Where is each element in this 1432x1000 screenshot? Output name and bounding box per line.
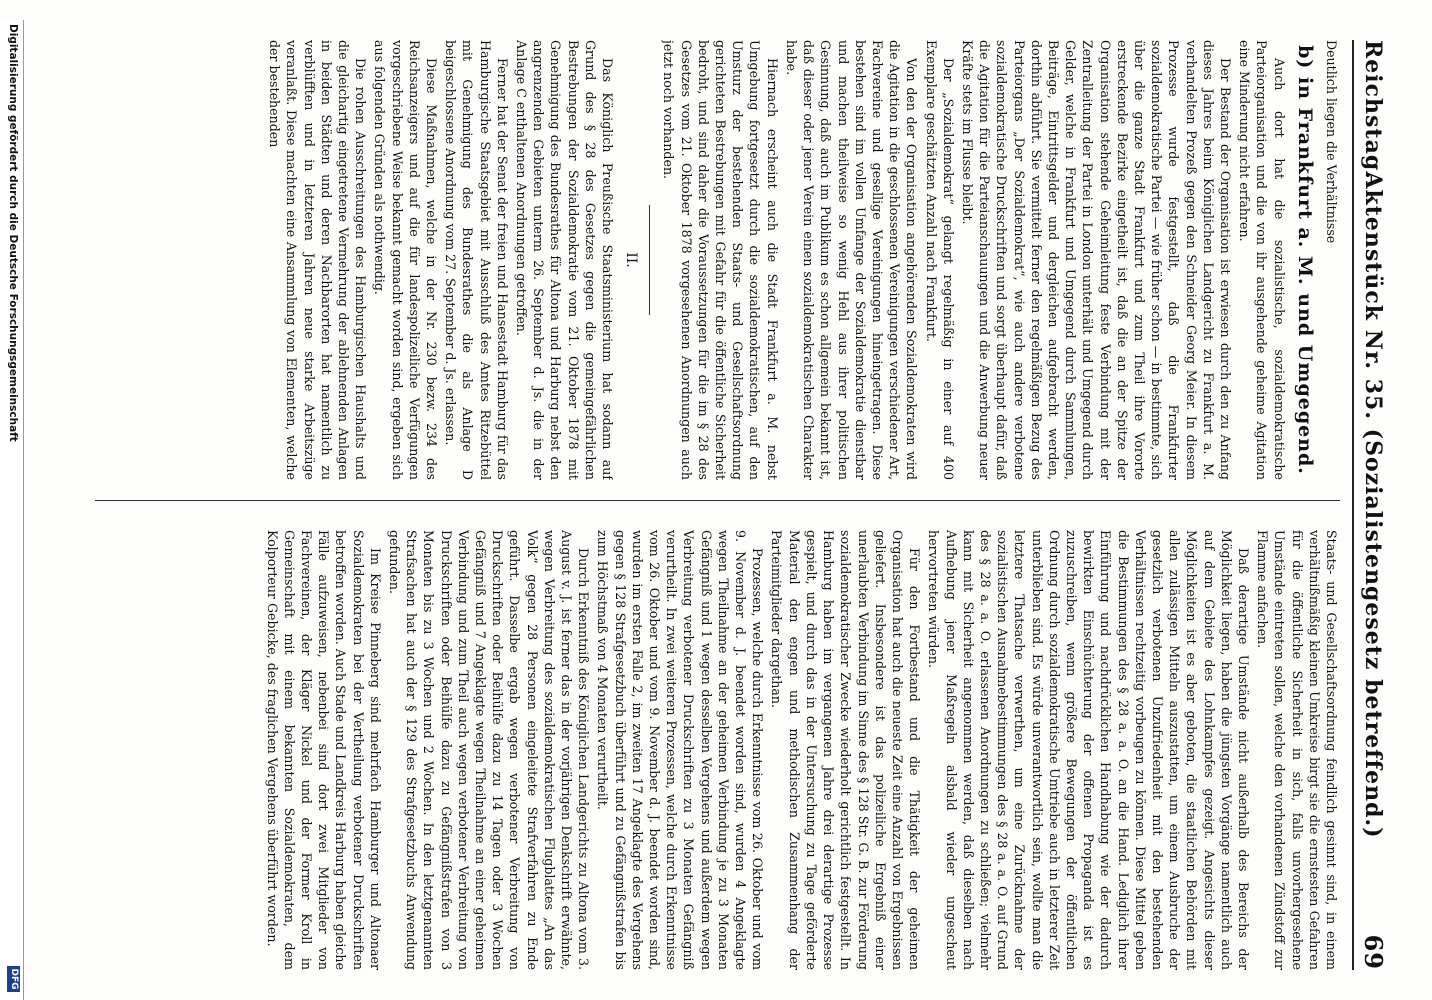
- text-column-right: [90, 530, 1340, 970]
- column-divider: [95, 500, 1340, 501]
- paragraph: Ferner hat der Senat der freien und Hansestadt Hamburg für das Hamburgische Staatsgebiet mit Ausschluß des Amtes Ritzebüttel mit Genehmigung des Bundesrathes die als Anlage D beigeschlossene Anordnung vom 27. September d. Js. erlassen.: [443, 40, 510, 480]
- paragraph: Der „Sozialdemokrat“ gelangt regelmäßig in einer auf 400 Exemplare geschätzten Anzahl nach Frankfurt.: [923, 40, 956, 480]
- header-left: Reichstag.: [1360, 40, 1386, 180]
- digitization-footer: [1, 20, 24, 1000]
- section-heading: b) in Frankfurt a. M. und Umgegend.: [1293, 45, 1316, 475]
- paragraph: Auch dort hat die sozialistische, sozialdemokratische Parteiorganisation und die von ihr ausgehende geheime Agitation eine Minderung nicht erfahren.: [1237, 40, 1287, 480]
- paragraph: Für den Fortbestand und die Thätigkeit der geheimen Organisation hat auch die neueste Zeit eine Anzahl von Ergebnissen geliefert. Insbesondere ist das polizeiliche Ergebniß einer unerlaubten Verbindung im Sinne des § 128 Str. G. B. zur Förderung sozialdemokratischer Zwecke wiederholt gerichtlich festgestellt. In Hamburg haben im vergangenen Jahre drei derartige Prozesse gespielt, und durch das in der Untersuchung zu Tage geförderte Material den engen und methodischen Zusammenhang der Parteimitglieder dargethan.: [769, 530, 923, 970]
- page-header: [1352, 40, 1392, 970]
- paragraph: Der Bestand der Organisation ist erwiesen durch den zu Anfang dieses Jahres beim Königlichen Landgericht zu Frankfurt a. M. verhandelten Prozeß gegen den Schneider Georg Meier. In diesem Prozesse wurde festgestellt, daß die Frankfurter sozialdemokratische Partei — wie früher schon — in bestimmte, sich über die ganze Stadt Frankfurt und zum Theil ihre Vororte erstreckende Bezirke eingetheilt ist, daß die an der Spitze der Organisation stehende Geheimleitung feste Verbindung mit der Zentralleitung der Partei in London unterhält und Umgegend durch Gelder, welche in Frankfurt und Umgegend durch Sammlungen, Beiträge, Eintrittsgelder und dergleichen aufgebracht werden, dorthin abführt. Sie vermittelt ferner den regelmäßigen Bezug des Parteiorgans „Der Sozialdemokrat“, wie auch andere verbotene sozialdemokratische Druckschriften und sorgt überhaupt dafür, daß die Agitation für die Parteianschauungen und die Anwerbung neuer Kräfte stets im Flusse bleibt.: [959, 40, 1233, 480]
- text-column-left: [90, 40, 1340, 480]
- paragraph: Von den der Organisation angehörenden Sozialdemokraten wird die Agitation in die geschlossenen Vereinigungen verschiedener Art, Fachvereine und gesellige Vereinigungen hineingetragen. Diese bestehen sind im vollen Umfange der Sozialdemokratie dienstbar und machen theilweise so wenig Hehl aus ihrer politischen Gesinnung, daß auch im Publikum es schon allgemein bekannt ist, daß dieser oder jener Verein einen sozialdemokratischen Charakter habe.: [783, 40, 920, 480]
- paragraph: Durch Erkenntniß des Königlichen Landgerichts zu Altona vom 3. August v. J. ist ferner das in der vorjährigen Denkschrift erwähnte, wegen Verbreitung des sozialdemokratischen Flugblattes „An das Volk“ gegen 28 Personen eingeleitete Strafverfahren zu Ende geführt. Dasselbe ergab wegen verbotener Verbreitung von Druckschriften oder Beihülfe dazu zu 14 Tagen oder 3 Wochen Gefängniß und 7 Angeklagte wegen Theilnahme an einer geheimen Verbindung und zum Theil auch wegen verbotener Verbreitung von Druckschriften oder Beihülfe dazu zu Gefängnißstrafen von 3 Monaten bis zu 3 Wochen und 2 Wochen. In den letztgenannten Strafsachen hat auch der § 129 des Strafgesetzbuchs Anwendung gefunden.: [387, 530, 592, 970]
- paragraph: Im Kreise Pinneberg sind mehrfach Hamburger und Altonaer Sozialdemokraten bei der Vertheilung verbotener Druckschriften betroffen worden. Auch Stade und Landkreis Harburg haben gleiche Fälle aufzuweisen, nebenbei sind dort zwei Mitglieder von Fachvereinen, der Kläger Nickel und der Former Kroll in Gemeinschaft mit einem bekannten Sozialdemokraten, dem Kolporteur Gebicke, des fraglichen Vergehens überführt worden.: [264, 530, 383, 970]
- funding-note: Digitalisierung gefördert durch die Deutsche Forschungsgemeinschaft: [7, 24, 19, 442]
- paragraph: Staats- und Gesellschaftsordnung feindlich gesinnt sind, in einem verhältnißmäßig kleinen Umkreise birgt sie die ernstesten Gefahren für die öffentliche Sicherheit in sich, falls unvorhergesehene Umstände eintreten sollen, welche den vorhandenen Zündstoff zur Flamme anfachen.: [1255, 530, 1339, 970]
- header-qualifier: (Sozialistengesetz betreffend.): [1360, 428, 1386, 839]
- paragraph: Hiernach erscheint auch die Stadt Frankfurt a. M. nebst Umgebung fortgesetzt durch die sozialdemokratischen, auf den Umsturz der bestehenden Staats- und Gesellschaftsordnung gerichteten Bestrebungen mit Gefahr für die öffentliche Sicherheit bedroht, und sind daher die Voraussetzungen für die im § 28 des Gesetzes vom 21. Oktober 1878 vorgesehenen Anordnungen auch jetzt noch vorhanden.: [661, 40, 780, 480]
- paragraph: Prozessen, welche durch Erkenntnisse vom 26. Oktober und vom 9. November d. J. beendet worden sind, wurden 4 Angeklagte wegen Theilnahme an der geheimen Verbindung je zu 3 Monaten Gefängniß und 1 wegen desselben Vergehens und außerdem wegen Verbreitung verbotener Druckschriften zu 3 Monaten Gefängniß verurtheilt. In zwei weiteren Prozessen, welche durch Erkenntnisse vom 26. Oktober und vom 9. November d. J. beendet worden sind, wurden im ersten Falle 2, im zweiten 17 Angeklagte des Vergehens gegen § 128 Strafgesetzbuch überführt und zu Gefängnißstrafen bis zum Höchstmaß von 4 Monaten verurtheilt.: [595, 530, 766, 970]
- header-document-number: Aktenstück Nr. 35.: [1360, 171, 1386, 420]
- section-number: II.: [623, 252, 640, 268]
- page-number: 69: [1359, 934, 1388, 970]
- section-divider: [649, 205, 650, 315]
- header-center: [1360, 40, 1386, 970]
- paragraph: Deutlich liegen die Verhältnisse: [1324, 40, 1339, 244]
- paragraph: Diese Maßnahmen, welche in der Nr. 230 bezw. 234 des Reichsanzeigers und auf die für landespolizeiliche Verfügungen vorgeschriebene Weise bekannt gemacht worden sind, ergeben sich aus folgenden Gründen als nothwendig.: [372, 40, 440, 480]
- paragraph: Daß derartige Umstände nicht außerhalb des Bereichs der Möglichkeit liegen, haben die jüngsten Vorgänge namentlich auch auf dem Gebiete des Lohnkampfes gezeigt. Angesichts dieser Möglichkeiten ist es aber geboten, die staatlichen Behörden mit allen zulässigen Mitteln auszustatten, um einem Ausbruche der gesetzlich verbotenen Unzufriedenheit mit den bestehenden Verhältnissen rechtzeitig vorbeugen zu können. Diese Mittel geben die Bestimmungen des § 28 a. a. O. an die Hand. Lediglich ihrer Einführung und nachdrücklichen Handhabung wie der dadurch bewirkten Einschüchterung der offenen Propaganda ist es zuzuschreiben, wenn größere Bewegungen der öffentlichen Ordnung durch sozialdemokratische Umtriebe auch in letzterer Zeit unterblieben sind. Es würde unverantwortlich sein, wollte man die letztere Thatsache verwerthen, um eine Zurücknahme der sozialistischen Ausnahmebestimmungen des § 28 a. a. O. auf Grund des § 28 a. a. O. erlassenen Anordnungen zu schließen; vielmehr kann mit Sicherheit angenommen werden, daß dieselben nach Aufhebung jener Maßregeln alsbald wieder ungescheut hervortreten würden.: [926, 530, 1251, 970]
- dfg-logo: DFG: [7, 966, 20, 992]
- paragraph: Die rohen Ausschreitungen des Hamburgischen Haushalts und die gleichartig eingetretene Vermehrung der ablehnenden Anlagen in beiden Städten und deren Nachbarorten hat namentlich zu verblüfften und in letzteren Jahren neue starke Arbeitszüge veranlaßt. Diese machten eine Ansammlung von Elementen, welche der bestehenden: [267, 40, 369, 480]
- paragraph: Das Königlich Preußische Staatsministerium hat sodann auf Grund des § 28 des Gesetzes gegen die gemeingefährlichen Bestrebungen der Sozialdemokratie vom 21. Oktober 1878 mit Genehmigung des Bundesrathes für Altona und Harburg nebst den angrenzenden Gebieten unterm 26. September d. Js. die in der Anlage C enthaltenen Anordnungen getroffen.: [514, 40, 616, 480]
